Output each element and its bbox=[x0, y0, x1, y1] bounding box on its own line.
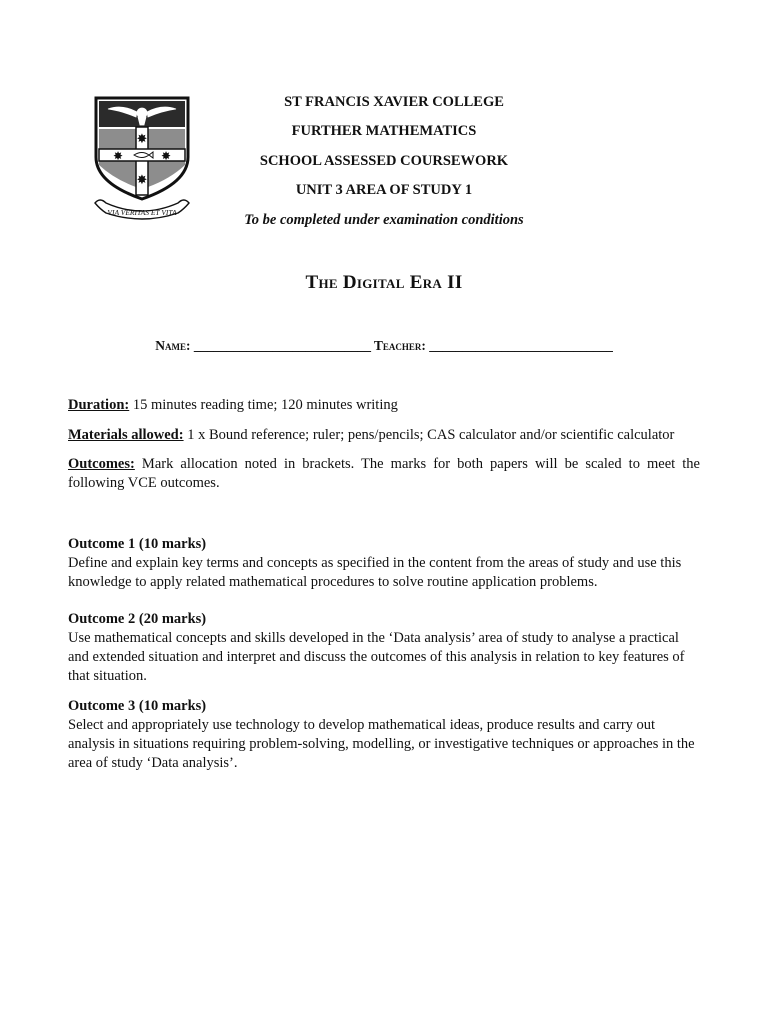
duration-text: 15 minutes reading time; 120 minutes writing bbox=[132, 397, 398, 413]
outcome-text: Define and explain key terms and concepts as specified in the content from the areas of study and use this knowledge to apply related mathematical procedures to solve routine application problems. bbox=[68, 555, 682, 590]
svg-text:✸: ✸ bbox=[136, 173, 148, 188]
outcomes-paragraph bbox=[68, 455, 700, 493]
outcomes-label: Outcomes: bbox=[68, 456, 135, 472]
outcome-heading: Outcome 1 (10 marks) bbox=[68, 536, 207, 552]
duration-paragraph bbox=[68, 396, 700, 415]
outcomes-text: Mark allocation noted in brackets. The marks for both papers will be scaled to meet the following VCE outcomes. bbox=[68, 456, 700, 491]
svg-text:✸: ✸ bbox=[112, 149, 124, 163]
duration-label: Duration: bbox=[68, 397, 130, 413]
student-info-line bbox=[0, 338, 768, 354]
svg-text:✸: ✸ bbox=[136, 132, 148, 147]
outcome-text: Select and appropriately use technology to develop mathematical ideas, produce results and carry out analysis in situations requiring problem-solving, modelling, or investigative techniques or approaches in the area of study ‘Data analysis’. bbox=[68, 717, 695, 771]
materials-label: Materials allowed: bbox=[68, 427, 184, 443]
name-field[interactable]: ___________________________ bbox=[193, 338, 371, 353]
document-title: The Digital Era II bbox=[305, 272, 463, 293]
materials-paragraph bbox=[68, 426, 700, 445]
exam-conditions-note: To be completed under examination conditions bbox=[244, 212, 524, 228]
outcome-heading: Outcome 3 (10 marks) bbox=[68, 698, 207, 714]
outcome-text: Use mathematical concepts and skills developed in the ‘Data analysis’ area of study to analyse a practical and extended situation and interpret and discuss the outcomes of this analysis in relation to key features of that situation. bbox=[68, 630, 685, 684]
materials-text: 1 x Bound reference; ruler; pens/pencils; CAS calculator and/or scientific calculator bbox=[187, 427, 675, 443]
outcome-3 bbox=[68, 697, 700, 773]
college-name: ST FRANCIS XAVIER COLLEGE bbox=[284, 94, 504, 110]
outcome-heading: Outcome 2 (20 marks) bbox=[68, 611, 207, 627]
subject-name: FURTHER MATHEMATICS bbox=[291, 123, 477, 139]
unit-area: UNIT 3 AREA OF STUDY 1 bbox=[295, 182, 473, 198]
assessment-type: SCHOOL ASSESSED COURSEWORK bbox=[259, 153, 509, 169]
teacher-field[interactable]: ____________________________ bbox=[429, 338, 613, 353]
teacher-label: Teacher: bbox=[373, 338, 426, 353]
outcome-2 bbox=[68, 610, 700, 686]
outcome-1 bbox=[68, 535, 700, 592]
svg-text:VIA VERITAS ET VITA: VIA VERITAS ET VITA bbox=[107, 208, 177, 217]
name-label: Name: bbox=[155, 338, 191, 353]
svg-text:✸: ✸ bbox=[160, 149, 172, 163]
